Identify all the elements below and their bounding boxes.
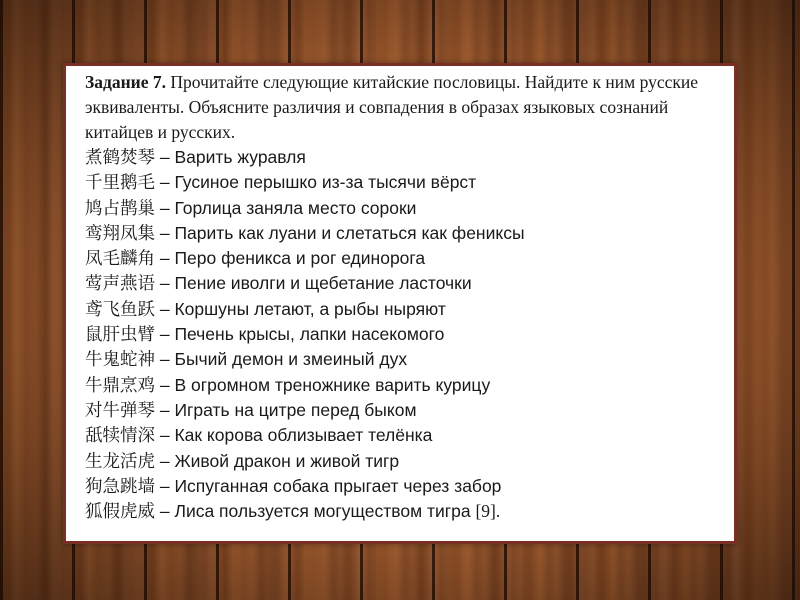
proverb-chinese: 莺声燕语 xyxy=(85,274,155,295)
proverb-item xyxy=(85,246,725,271)
proverb-russian: – Горлица заняла место сороки xyxy=(155,197,417,218)
proverb-item xyxy=(85,170,725,195)
task-paragraph xyxy=(85,68,725,145)
proverb-russian: – Варить журавля xyxy=(155,147,306,167)
proverb-russian: – В огромном треножнике варить курицу xyxy=(155,374,491,395)
proverb-russian: – Пение иволги и щебетание ласточки xyxy=(155,273,472,294)
citation-reference: [9]. xyxy=(475,501,501,522)
proverb-russian: – Испуганная собака прыгает через забор xyxy=(155,475,502,496)
proverb-item xyxy=(85,373,725,398)
proverb-item xyxy=(85,398,725,423)
proverb-chinese: 千里鹅毛 xyxy=(85,173,155,194)
proverb-item xyxy=(85,145,725,170)
document-content xyxy=(85,68,725,524)
proverb-russian: – Коршуны летают, а рыбы ныряют xyxy=(155,298,446,319)
proverb-chinese: 狗急跳墙 xyxy=(85,476,155,497)
proverb-russian: – Играть на цитре перед быком xyxy=(155,399,417,420)
proverb-chinese: 鸢飞鱼跃 xyxy=(85,299,155,320)
proverb-item xyxy=(85,221,725,246)
proverb-russian: – Парить как луани и слетаться как фениксы xyxy=(155,222,525,243)
proverb-russian: – Печень крысы, лапки насекомого xyxy=(155,324,445,345)
proverb-chinese: 舐犊情深 xyxy=(85,426,155,447)
proverb-item xyxy=(85,322,725,347)
proverb-item xyxy=(85,449,725,474)
proverb-chinese: 对牛弹琴 xyxy=(85,400,155,421)
proverb-item xyxy=(85,423,725,448)
task-text: Прочитайте следующие китайские пословицы. Найдите к ним русские эквиваленты. Объясните различия и совпадения в образах языковых сознаний китайцев и русских. xyxy=(85,72,699,142)
proverb-russian: – Бычий демон и змеиный дух xyxy=(155,349,408,370)
proverb-item xyxy=(85,271,725,296)
proverb-chinese: 鸠占鹊巢 xyxy=(85,198,155,219)
task-title: Задание 7. xyxy=(85,72,167,92)
proverb-item xyxy=(85,347,725,372)
proverb-russian: – Гусиное перышко из-за тысячи вёрст xyxy=(155,172,477,193)
proverb-item xyxy=(85,196,725,221)
proverb-russian: – Живой дракон и живой тигр xyxy=(155,450,400,471)
proverb-russian: – Лиса пользуется могуществом тигра xyxy=(155,501,476,522)
proverb-item xyxy=(85,474,725,499)
proverb-russian: – Перо феникса и рог единорога xyxy=(155,248,426,269)
proverb-item xyxy=(85,297,725,322)
proverb-chinese: 鼠肝虫臂 xyxy=(85,325,155,346)
proverb-russian: – Как корова облизывает телёнка xyxy=(155,425,433,446)
document-panel xyxy=(63,63,737,544)
proverb-chinese: 狐假虎威 xyxy=(85,502,155,523)
proverb-list xyxy=(85,145,725,524)
proverb-chinese: 煮鹤焚琴 xyxy=(85,148,155,168)
proverb-chinese: 鸾翔凤集 xyxy=(85,223,155,244)
proverb-item xyxy=(85,499,725,524)
proverb-chinese: 牛鼎烹鸡 xyxy=(85,375,155,396)
proverb-chinese: 牛鬼蛇神 xyxy=(85,350,155,371)
proverb-chinese: 凤毛麟角 xyxy=(85,249,155,270)
proverb-chinese: 生龙活虎 xyxy=(85,451,155,472)
